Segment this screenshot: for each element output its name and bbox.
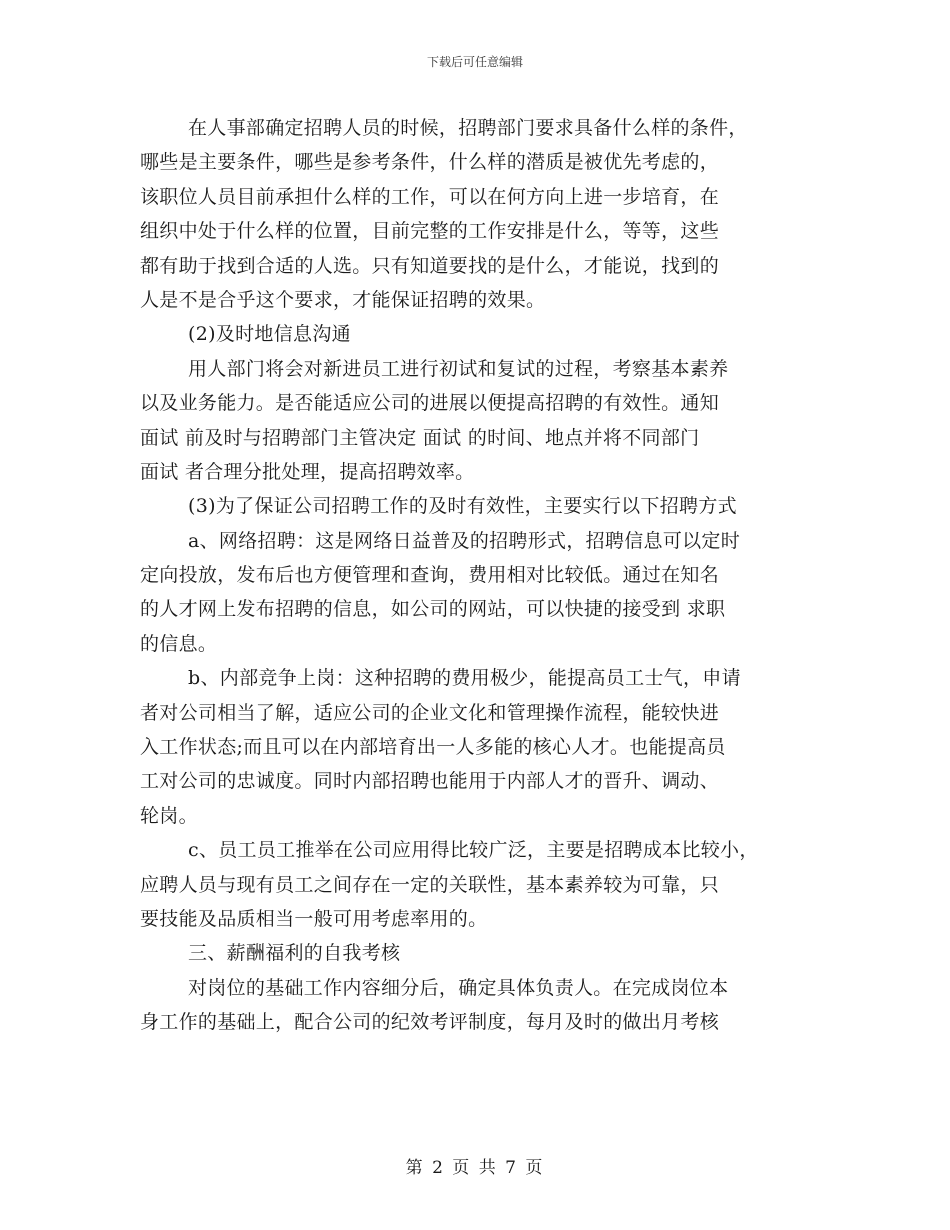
- page-footer: 第 2 页 共 7 页: [405, 1158, 545, 1178]
- body-line: 组织中处于什么样的位置，目前完整的工作安排是什么，等等，这些: [140, 220, 720, 243]
- body-line: 者对公司相当了解，适应公司的企业文化和管理操作流程，能较快进: [140, 701, 720, 724]
- body-line: 定向投放，发布后也方便管理和查询，费用相对比较低。通过在知名: [140, 564, 720, 587]
- body-line: 人是不是合乎这个要求，才能保证招聘的效果。: [140, 288, 546, 311]
- page-header: 下载后可任意编辑: [426, 55, 523, 69]
- body-line: b、内部竞争上岗：这种招聘的费用极少，能提高员工士气，申请: [188, 667, 741, 690]
- body-line: a、网络招聘：这是网络日益普及的招聘形式，招聘信息可以定时: [188, 529, 741, 552]
- body-line: 的信息。: [140, 632, 218, 655]
- body-line: 应聘人员与现有员工之间存在一定的关联性，基本素养较为可靠，只: [140, 873, 720, 896]
- body-line: 身工作的基础上，配合公司的纪效考评制度，每月及时的做出月考核: [140, 1011, 720, 1034]
- body-line: 哪些是主要条件，哪些是参考条件，什么样的潜质是被优先考虑的，: [140, 151, 720, 174]
- body-line: 以及业务能力。是否能适应公司的进展以便提高招聘的有效性。通知: [140, 392, 720, 415]
- body-line: 在人事部确定招聘人员的时候，招聘部门要求具备什么样的条件，: [188, 117, 748, 139]
- section-heading: (2)及时地信息沟通: [188, 323, 351, 346]
- body-line: 工对公司的忠诚度。同时内部招聘也能用于内部人才的晋升、调动、: [140, 770, 720, 793]
- body-line: 该职位人员目前承担什么样的工作，可以在何方向上进一步培育，在: [140, 185, 720, 208]
- body-line: 都有助于找到合适的人选。只有知道要找的是什么，才能说，找到的: [140, 254, 720, 277]
- body-line: c、员工员工推举在公司应用得比较广泛，主要是招聘成本比较小，: [188, 839, 759, 862]
- body-line: 的人才网上发布招聘的信息，如公司的网站，可以快捷的接受到 求职: [140, 598, 726, 621]
- body-line: 入工作状态;而且可以在内部培育出一人多能的核心人才。也能提高员: [140, 736, 726, 759]
- document-body: [140, 111, 830, 1040]
- body-line: 面试 前及时与招聘部门主管决定 面试 的时间、地点并将不同部门: [140, 426, 700, 449]
- body-line: 要技能及品质相当一般可用考虑率用的。: [140, 907, 488, 930]
- body-line: 用人部门将会对新进员工进行初试和复试的过程，考察基本素养: [188, 357, 729, 380]
- section-heading: (3)为了保证公司招聘工作的及时有效性，主要实行以下招聘方式: [188, 495, 737, 518]
- body-line: 轮岗。: [140, 804, 198, 827]
- section-heading: 三、薪酬福利的自我考核: [188, 942, 401, 965]
- body-line: 对岗位的基础工作内容细分后，确定具体负责人。在完成岗位本: [188, 976, 729, 999]
- body-line: 面试 者合理分批处理，提高招聘效率。: [140, 460, 475, 483]
